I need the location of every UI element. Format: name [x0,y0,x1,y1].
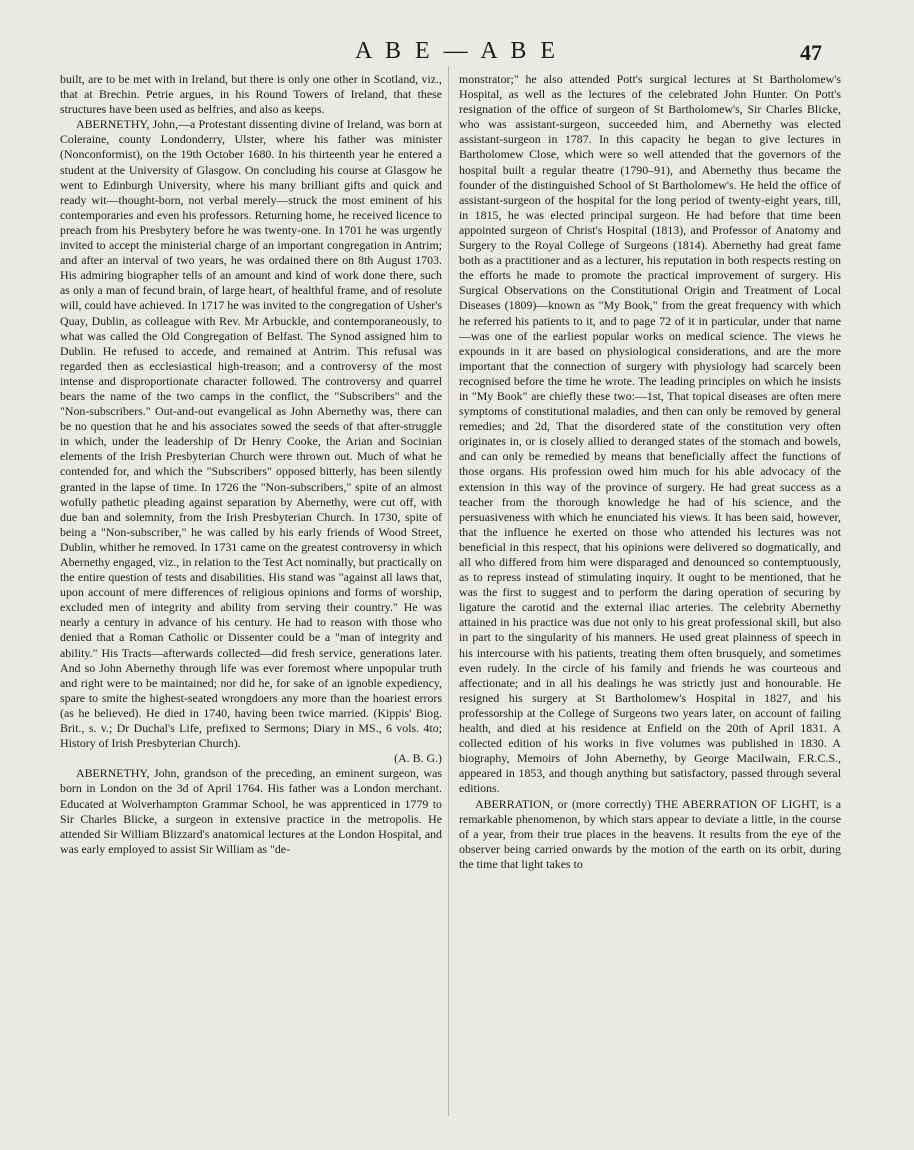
entry-abernethy-john-surgeon: ABERNETHY, John, grandson of the preceding, an eminent surgeon, was born in London on the 3d of April 1764. His father was a London merchant. Educated at Wolverhampton Grammar School, he was apprenticed in 1779 to Sir Charles Blicke, a surgeon in extensive practice in the metropolis. He attended Sir William Blizzard's anatomical lectures at the London Hospital, and was early employed to assist Sir William as "de- [60,766,442,856]
page-number: 47 [800,40,822,65]
running-title: A B E — A B E [354,38,560,64]
entry-abernethy-john-surgeon-continued: monstrator;" he also attended Pott's surgical lectures at St Bartholomew's Hospital, as well as the lectures of the celebrated John Hunter. On Pott's resignation of the office of surgeon of St Bartholomew's, Sir Charles Blicke, who was assistant-surgeon, succeeded him, and Abernethy was elected assistant-surgeon in 1787. In this capacity he began to give lectures in Bartholomew Close, which were so well attended that the governors of the hospital built a regular theatre (1790–91), and Abernethy thus became the founder of the distinguished School of St Bartholomew's. He held the office of assistant-surgeon of the hospital for the long period of twenty-eight years, till, in 1815, he was elected principal surgeon. He had before that time been appointed surgeon of Christ's Hospital (1813), and Professor of Anatomy and Surgery to the Royal College of Surgeons (1814). Abernethy had great fame both as a practitioner and as a lecturer, his reputation in both respects resting on the efforts he made to promote the practical improvement of surgery. His Surgical Observations on the Constitutional Origin and Treatment of Local Diseases (1809)—known as "My Book," from the great frequency with which he referred his patients to it, and to page 72 of it in particular, under that name—was one of the earliest popular works on medical science. The views he expounds in it are based on physiological considerations, and are the more important that the connection of surgery with physiology had scarcely been recognised before the time he wrote. The leading principles on which he insists in "My Book" are chiefly these two:—1st, That topical diseases are often mere symptoms of constitutional maladies, and then can only be removed by general remedies; and 2d, That the disordered state of the constitution very often originates in, or is closely allied to deranged states of the stomach and bowels, and can only be remedied by means that beneficially affect the functions of those organs. His profession owed him much for his able advocacy of the extension in this way of the province of surgery. He had great success as a teacher from the thorough knowledge he had of his science, and the persuasiveness with which he enunciated his views. It has been said, however, that the influence he exerted on those who attended his lectures was not beneficial in this respect, that his opinions were delivered so dogmatically, and all who differed from him were disparaged and denounced so contemptuously, as to repress instead of stimulating inquiry. It ought to be mentioned, that he was the first to suggest and to perform the daring operation of securing by ligature the carotid and the external iliac arteries. The celebrity Abernethy attained in his practice was due not only to his great professional skill, but also in part to the singularity of his manners. He used great plainness of speech in his intercourse with his patients, treating them often brusquely, and sometimes even rudely. In the circle of his family and friends he was courteous and affectionate; and in all his dealings he was strictly just and honourable. He resigned his surgery at St Bartholomew's Hospital in 1827, and his professorship at the College of Surgeons two years later, on account of failing health, and died at his residence at Enfield on the 20th of April 1831. A collected edition of his works in five volumes was published in 1830. A biography, Memoirs of John Abernethy, by George Macilwain, F.R.C.S., appeared in 1853, and though anything but satisfactory, passed through several editions. [459,72,841,796]
left-column [60,72,442,857]
signature-line [60,751,442,766]
column-divider [448,66,449,1116]
paragraph-round-towers-continued: built, are to be met with in Ireland, but there is only one other in Scotland, viz., that at Brechin. Petrie argues, in his Round Towers of Ireland, that these structures have been used as belfries, and also as keeps. [60,72,442,117]
author-signature: (A. B. G.) [394,751,442,766]
entry-abernethy-john-divine: ABERNETHY, John,—a Protestant dissenting divine of Ireland, was born at Coleraine, county Londonderry, Ulster, where his father was minister (Nonconformist), on the 19th October 1680. In his thirteenth year he entered a student at the University of Glasgow. On concluding his course at Glasgow he went to Edinburgh University, where his many brilliant gifts and quick and ready wit—thought-born, not verbal merely—struck the most eminent of his contemporaries and even his professors. Returning home, he received licence to preach from his Presbytery before he was twenty-one. In 1701 he was urgently invited to accept the ministerial charge of an important congregation in Antrim; and after an interval of two years, he was ordained there on 8th August 1703. His admiring biographer tells of an amount and kind of work done there, such as only a man of fecund brain, of large heart, of healthful frame, and of resolute will, could have achieved. In 1717 he was invited to the congregation of Usher's Quay, Dublin, as colleague with Rev. Mr Arbuckle, and contemporaneously, to what was called the Old Congregation of Belfast. The Synod assigned him to Dublin. He refused to accede, and remained at Antrim. This refusal was regarded then as ecclesiastical high-treason; and a controversy of the most intense and disproportionate character followed. The controversy and quarrel bears the name of the two camps in the conflict, the "Subscribers" and the "Non-subscribers." Out-and-out evangelical as John Abernethy was, there can be no question that he and his associates sowed the seeds of that after-struggle in which, under the leadership of Dr Henry Cooke, the Arian and Socinian elements of the Irish Presbyterian Church were thrown out. Much of what he contended for, and which the "Subscribers" opposed bitterly, has been silently granted in the lapse of time. In 1726 the "Non-subscribers," spite of an almost wofully pathetic pleading against separation by Abernethy, were cut off, with due ban and solemnity, from the Irish Presbyterian Church. In 1730, spite of being a "Non-subscriber," he was called by his early friends of Wood Street, Dublin, whither he removed. In 1731 came on the greatest controversy in which Abernethy engaged, viz., in relation to the Test Act nominally, but practically on the entire question of tests and disabilities. His stand was "against all laws that, upon account of mere differences of religious opinions and forms of worship, excluded men of integrity and ability from serving their country." He was nearly a century in advance of his century. He had to reason with those who denied that a Roman Catholic or Dissenter could be a "man of integrity and ability." His Tracts—afterwards collected—did fresh service, generations later. And so John Abernethy through life was ever foremost where unpopular truth and right were to be maintained; nor did he, for sake of an ignoble expediency, spare to smite the highest-seated wrongdoers any more than the hoariest errors (as he believed). He died in 1740, having been twice married. (Kippis' Biog. Brit., s. v.; Dr Duchal's Life, prefixed to Sermons; Diary in MS., 6 vols. 4to; History of Irish Presbyterian Church). [60,117,442,751]
right-column [459,72,841,872]
entry-aberration: ABERRATION, or (more correctly) THE ABERRATION OF LIGHT, is a remarkable phenomenon, by which stars appear to deviate a little, in the course of a year, from their true places in the heavens. It results from the eye of the observer being carried onwards by the motion of the earth on its orbit, during the time that light takes to [459,796,841,871]
